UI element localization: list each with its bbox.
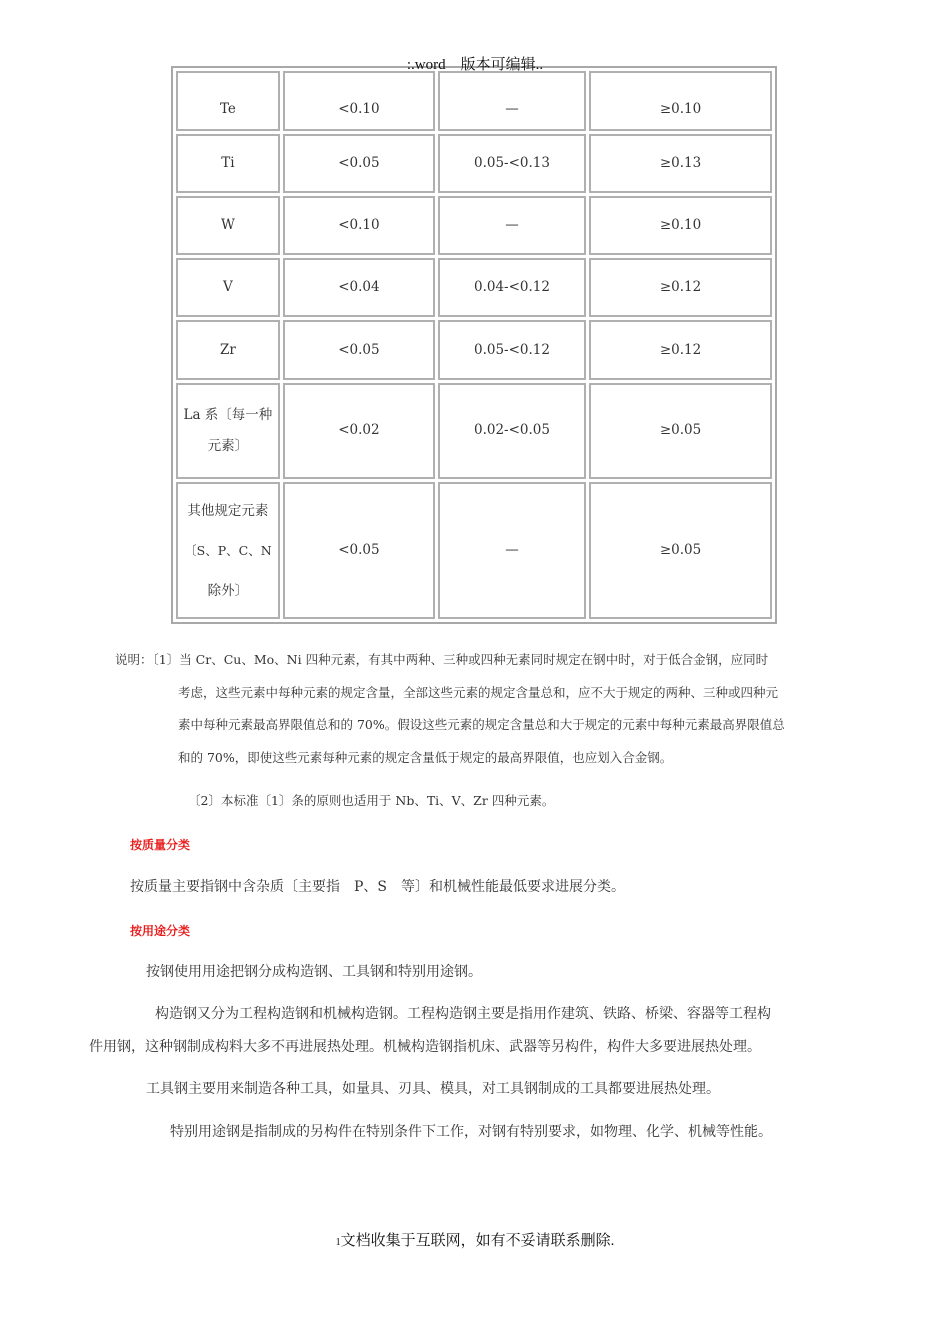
table-row — [176, 482, 772, 619]
note-line: 〔2〕本标准〔1〕条的原则也适用于 Nb、Ti、V、Zr 四种元素。 — [188, 793, 555, 808]
value-cell: — — [438, 196, 586, 255]
value-cell: 0.02-<0.05 — [438, 383, 586, 479]
page-header: :.word 版本可编辑.. — [406, 57, 544, 73]
value-cell: <0.05 — [283, 320, 435, 379]
value-cell: <0.05 — [283, 482, 435, 619]
element-line: 元素〕 — [207, 437, 249, 454]
table-row — [176, 71, 772, 131]
element-cell: V — [176, 258, 280, 317]
table-row — [176, 134, 772, 193]
table-row — [176, 383, 772, 479]
paragraph: 特别用途钢是指制成的另构件在特别条件下工作，对钢有特别要求，如物理、化学、机械等性能。 — [170, 1124, 772, 1140]
element-cell: Zr — [176, 320, 280, 379]
value-cell: <0.02 — [283, 383, 435, 479]
value-cell: ≥0.13 — [589, 134, 772, 193]
value-cell: <0.04 — [283, 258, 435, 317]
value-cell: — — [438, 71, 586, 131]
table-row — [176, 320, 772, 379]
element-cell — [176, 482, 280, 619]
section-heading-quality: 按质量分类 — [130, 838, 191, 852]
paragraph: 按质量主要指钢中含杂质〔主要指 P、S 等〕和机械性能最低要求进展分类。 — [130, 879, 626, 895]
note-line: 和的 70%，即使这些元素每种元素的规定含量低于规定的最高界限值，也应划入合金钢。 — [178, 750, 673, 765]
paragraph: 构造钢又分为工程构造钢和机械构造钢。工程构造钢主要是指用作建筑、铁路、桥梁、容器等工程构 — [155, 1006, 771, 1022]
page-footer — [0, 1229, 950, 1250]
value-cell: <0.10 — [283, 196, 435, 255]
note-line: 素中每种元素最高界限值总和的 70%。假设这些元素的规定含量总和大于规定的元素中每种元素最高界限值总 — [178, 717, 785, 732]
value-cell: ≥0.12 — [589, 320, 772, 379]
value-cell: ≥0.10 — [589, 196, 772, 255]
note-line: 说明：〔1〕当 Cr、Cu、Mo、Ni 四种元素，有其中两种、三种或四种无素同时规定在钢中时，对于低合金钢，应同时 — [115, 652, 769, 667]
element-cell: W — [176, 196, 280, 255]
paragraph: 件用钢，这种钢制成构料大多不再进展热处理。机械构造钢指机床、武器等另构件，构件大多要进展热处理。 — [89, 1039, 761, 1055]
element-cell — [176, 383, 280, 479]
value-cell: 0.04-<0.12 — [438, 258, 586, 317]
page-number: 1 — [335, 1237, 341, 1248]
element-line: 其他规定元素 — [187, 502, 269, 519]
note-line: 考虑，这些元素中每种元素的规定含量，全部这些元素的规定含量总和，应不大于规定的两种、三种或四种元 — [178, 685, 779, 700]
value-cell: — — [438, 482, 586, 619]
footer-text: 文档收集于互联网，如有不妥请联系删除. — [340, 1233, 615, 1249]
paragraph: 工具钢主要用来制造各种工具，如量具、刃具、模具，对工具钢制成的工具都要进展热处理。 — [146, 1081, 720, 1097]
value-cell: ≥0.12 — [589, 258, 772, 317]
value-cell: <0.05 — [283, 134, 435, 193]
element-threshold-table — [171, 66, 777, 624]
element-line: 〔S、P、C、N — [184, 542, 272, 558]
element-cell: Te — [176, 71, 280, 131]
table-row — [176, 196, 772, 255]
value-cell: <0.10 — [283, 71, 435, 131]
value-cell: ≥0.05 — [589, 482, 772, 619]
paragraph: 按钢使用用途把钢分成构造钢、工具钢和特别用途钢。 — [146, 964, 482, 980]
value-cell: ≥0.10 — [589, 71, 772, 131]
element-line: La 系〔每一种 — [183, 406, 273, 423]
table-row — [176, 258, 772, 317]
section-heading-usage: 按用途分类 — [130, 924, 191, 938]
element-cell: Ti — [176, 134, 280, 193]
value-cell: 0.05-<0.12 — [438, 320, 586, 379]
element-line: 除外〕 — [207, 582, 249, 599]
value-cell: ≥0.05 — [589, 383, 772, 479]
value-cell: 0.05-<0.13 — [438, 134, 586, 193]
